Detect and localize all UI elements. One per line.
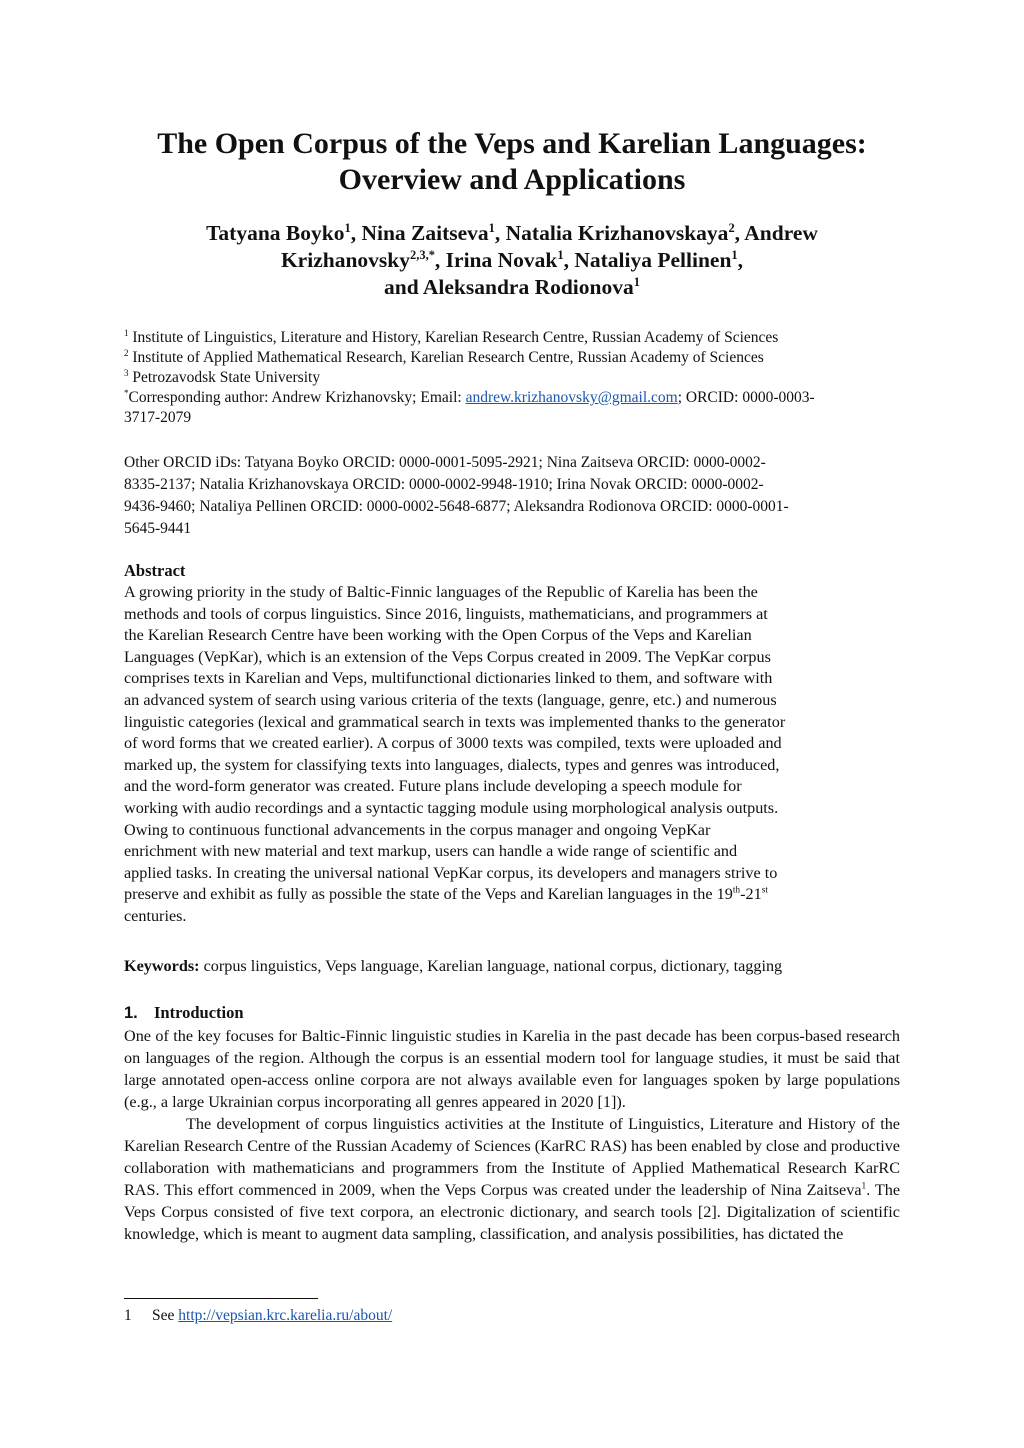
author-affiliation-marker: 1 bbox=[488, 220, 495, 235]
author-name: Aleksandra Rodionova bbox=[422, 275, 634, 299]
section-number: 1. bbox=[124, 1004, 138, 1022]
author-name: Nina Zaitseva bbox=[361, 221, 489, 245]
author-affiliation-marker: 1 bbox=[731, 247, 738, 262]
author-line-2: Krizhanovsky$^{2,3,*}$, Irina Novak$^1$, Nataliya Pellinen$^1$, bbox=[280, 247, 744, 272]
author-name: Nataliya Pellinen bbox=[574, 248, 732, 272]
introduction-text bbox=[124, 1025, 900, 1245]
footnote-divider bbox=[124, 1298, 318, 1299]
footnote-number: 1 bbox=[124, 1307, 132, 1324]
title-line-1: The Open Corpus of the Veps and Karelian Languages: bbox=[157, 127, 867, 160]
author-affiliation-marker: 1 bbox=[344, 220, 351, 235]
section-heading-introduction bbox=[124, 1002, 244, 1024]
affiliation-2: $^2$ Institute of Applied Mathematical Research, Karelian Research Centre, Russian Academy of Sciences bbox=[124, 347, 764, 366]
author-affiliation-marker: 1 bbox=[557, 247, 564, 262]
affiliation-1: $^1$ Institute of Linguistics, Literature and History, Karelian Research Centre, Russian Academy of Sciences bbox=[124, 327, 779, 346]
author-name: Andrew bbox=[744, 221, 818, 245]
keywords bbox=[124, 955, 900, 977]
author-affiliation-marker: 2,3,* bbox=[409, 247, 435, 262]
author-name: Natalia Krizhanovskaya bbox=[505, 221, 729, 245]
other-orcid-ids: Other ORCID iDs: Tatyana Boyko ORCID: 0000-0001-5095-2921; Nina Zaitseva ORCID: 0000-0002- 8335-2137; Natalia Krizhanovskaya ORCID: 0000-0002-9948-1910; Irina Novak ORCID: 0000-0002- 9436-9460; Nataliya Pellinen ORCID: 0000-0002-5648-6877; Aleksandra Rodionova ORCID: 0000-0001- 5645-9441 bbox=[124, 454, 789, 537]
footnote-marker[interactable]: 1 bbox=[861, 1181, 867, 1192]
paragraph: The development of corpus linguistics activities at the Institute of Linguistics, Literature and History of the Karelian Research Centre of the Russian Academy of Sciences (KarRC RAS) has been enabled by close and productive collaboration with mathematicians and programmers from the Institute of Applied Mathematical Research KarRC RAS. This effort commenced in 2009, when the Veps Corpus was created under the leadership of Nina Zaitseva$^1$. The Veps Corpus consisted of five text corpora, an electronic dictionary, and search tools [2]. Digitalization of scientific knowledge, which is meant to augment data sampling, classification, and analysis possibilities, has dictated the bbox=[124, 1115, 901, 1243]
author-name: Krizhanovsky bbox=[280, 248, 410, 272]
keywords-label: Keywords: bbox=[124, 957, 200, 975]
paper-title bbox=[124, 126, 900, 198]
author-name: Irina Novak bbox=[445, 248, 558, 272]
author-affiliation-marker: 1 bbox=[633, 274, 640, 289]
author-conjunction: and bbox=[384, 275, 419, 299]
footnote: 1 See http://vepsian.krc.karelia.ru/about/ bbox=[124, 1307, 393, 1324]
author-line-1: Tatyana Boyko$^1$, Nina Zaitseva$^1$, Natalia Krizhanovskaya$^2$, Andrew bbox=[206, 220, 818, 245]
abstract-heading: Abstract bbox=[124, 561, 186, 580]
email-link[interactable]: andrew.krizhanovsky@gmail.com bbox=[465, 389, 678, 406]
paragraph: One of the key focuses for Baltic-Finnic linguistic studies in Karelia in the past decade has been corpus-based research on languages of the region. Although the corpus is an essential modern tool for language studies, it must be said that large annotated open-access online corpora are not always available even for languages spoken by large populations (e.g., a large Ukrainian corpus incorporating all genres appeared in 2020 [1]). bbox=[124, 1027, 900, 1111]
section-title: Introduction bbox=[154, 1003, 244, 1022]
author-affiliation-marker: 2 bbox=[728, 220, 735, 235]
abstract-text: A growing priority in the study of Baltic-Finnic languages of the Republic of Karelia has been the methods and tools of corpus linguistics. Since 2016, linguists, mathematicians, and programmers at the Karelian Research Centre have been working with the Open Corpus of the Veps and Karelian Languages (VepKar), which is an extension of the Veps Corpus created in 2009. The VepKar corpus comprises texts in Karelian and Veps, multifunctional dictionaries linked to them, and software with an advanced system of search using various criteria of the texts (language, genre, etc.) and numerous linguistic categories (lexical and grammatical search in texts was implemented thanks to the generator of word forms that we created earlier). A corpus of 3000 texts was compiled, texts were uploaded and marked up, the system for classifying texts into languages, dialects, types and genres was introduced, and the word-form generator was created. Future plans include developing a speech module for working with audio recordings and a syntactic tagging module using morphological analysis outputs. Owing to continuous functional advancements in the corpus manager and ongoing VepKar enrichment with new material and text markup, users can handle a wide range of scientific and applied tasks. In creating the universal national VepKar corpus, its developers and managers strive to preserve and exhibit as fully as possible the state of the Veps and Karelian languages in the 19th-21st centuries. bbox=[124, 583, 786, 925]
author-name: Tatyana Boyko bbox=[206, 221, 345, 245]
affiliations bbox=[124, 328, 900, 428]
corresponding-author: *Corresponding author: Andrew Krizhanovsky; Email: andrew.krizhanovsky@gmail.com; ORCID: 0000-0003- 3717-2079 bbox=[124, 387, 815, 426]
title-line-2: Overview and Applications bbox=[338, 163, 686, 196]
author-line-3 bbox=[124, 274, 900, 301]
affiliation-3: $^3$ Petrozavodsk State University bbox=[124, 367, 321, 386]
keywords-list: corpus linguistics, Veps language, Karelian language, national corpus, dictionary, tagging bbox=[199, 957, 783, 975]
author-list bbox=[124, 220, 900, 301]
footnote-url-link[interactable]: http://vepsian.krc.karelia.ru/about/ bbox=[178, 1307, 393, 1324]
